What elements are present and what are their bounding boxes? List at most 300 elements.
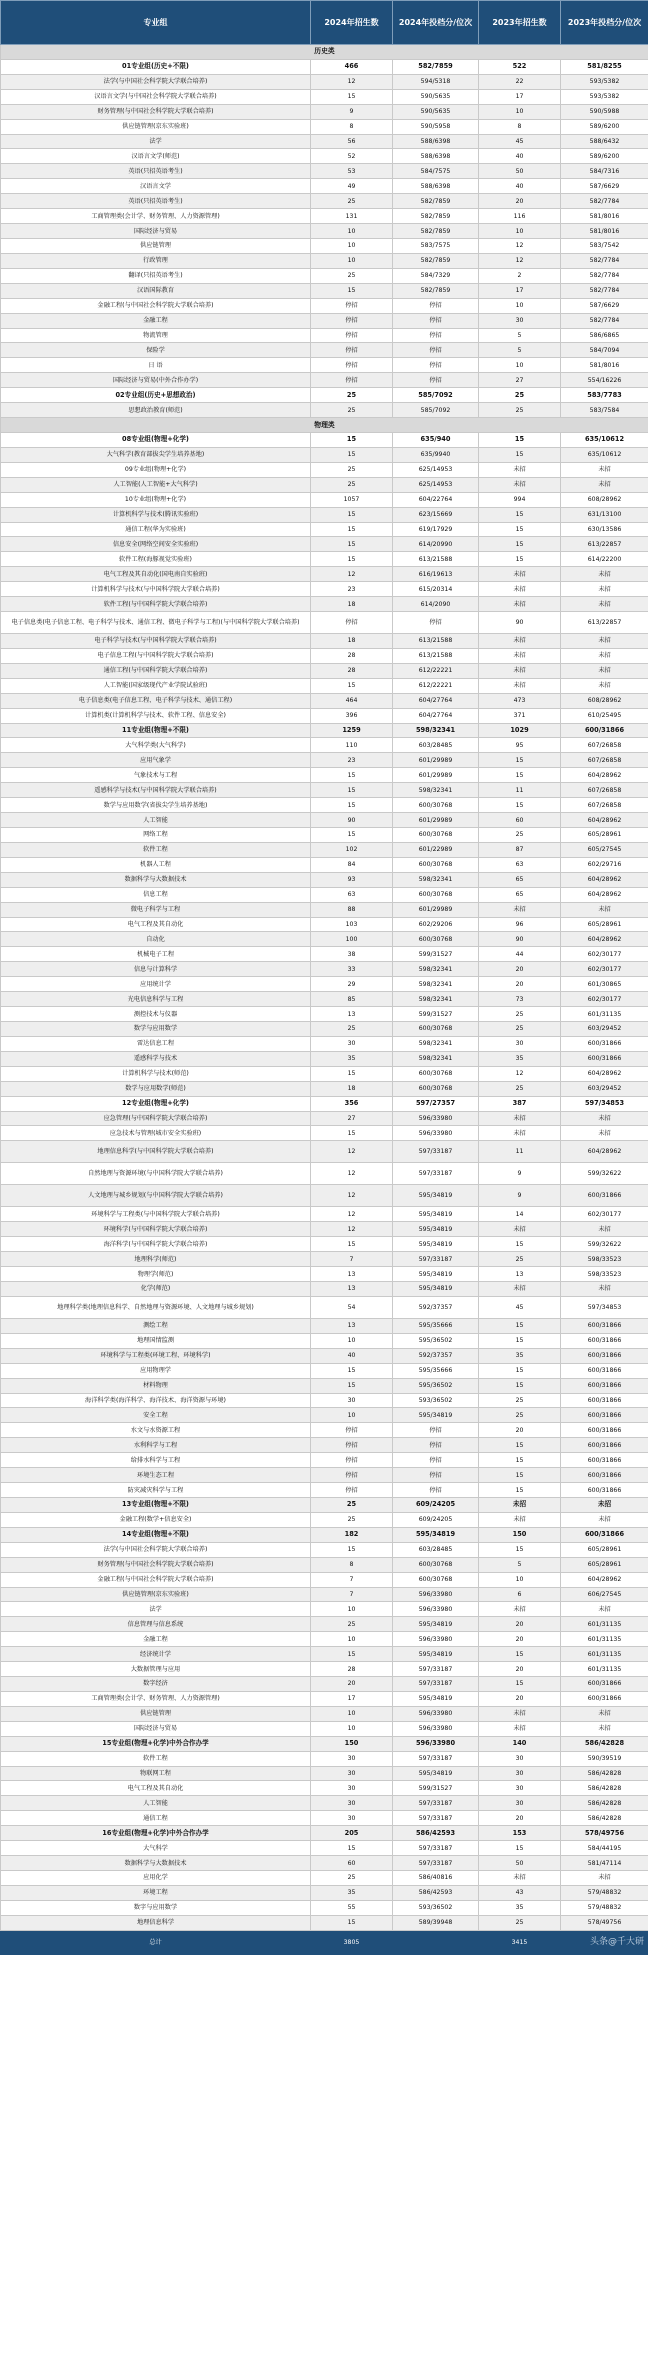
enroll-2024: 182 (311, 1527, 393, 1542)
table-row (1, 1051, 648, 1066)
score-2024: 停招 (393, 1438, 479, 1453)
major-name: 法学 (1, 1602, 311, 1617)
enroll-2023: 15 (479, 1468, 561, 1483)
enroll-2024: 12 (311, 1185, 393, 1207)
major-name: 机械电子工程 (1, 947, 311, 962)
score-2023: 607/26858 (561, 753, 648, 768)
enroll-2023: 9 (479, 1163, 561, 1185)
enroll-2023: 14 (479, 1207, 561, 1222)
table-row (1, 1512, 648, 1527)
enroll-2023: 25 (479, 1081, 561, 1096)
major-name: 自然地理与资源环境(与中国科学院大学联合培养) (1, 1163, 311, 1185)
enroll-2024: 停招 (311, 1453, 393, 1468)
table-row (1, 1281, 648, 1296)
enroll-2024: 25 (311, 1871, 393, 1886)
table-row (1, 1781, 648, 1796)
score-2024: 585/7092 (393, 388, 479, 403)
major-name: 数字经济 (1, 1677, 311, 1692)
score-2023: 584/7094 (561, 343, 648, 358)
enroll-2024: 停招 (311, 358, 393, 373)
enroll-2024: 18 (311, 597, 393, 612)
enroll-2024: 10 (311, 1333, 393, 1348)
score-2024: 613/21588 (393, 648, 479, 663)
score-2023: 584/7316 (561, 164, 648, 179)
score-2024: 600/30768 (393, 857, 479, 872)
enroll-2023: 未招 (479, 1281, 561, 1296)
enroll-2024: 54 (311, 1296, 393, 1318)
table-row (1, 1871, 648, 1886)
table-row (1, 537, 648, 552)
score-2023: 604/28962 (561, 932, 648, 947)
score-2024: 603/28485 (393, 738, 479, 753)
enroll-2023: 20 (479, 1423, 561, 1438)
score-2023: 614/22200 (561, 552, 648, 567)
enroll-2024: 12 (311, 1141, 393, 1163)
table-row (1, 1677, 648, 1692)
table-row (1, 507, 648, 522)
score-2024: 停招 (393, 298, 479, 313)
group-row (1, 432, 648, 447)
major-name: 光电信息科学与工程 (1, 992, 311, 1007)
table-row (1, 89, 648, 104)
enroll-2023: 未招 (479, 1497, 561, 1512)
score-2024: 600/30768 (393, 1557, 479, 1572)
enroll-2023: 未招 (479, 678, 561, 693)
enroll-2023: 9 (479, 1185, 561, 1207)
enroll-2024: 20 (311, 1677, 393, 1692)
enroll-2023: 2 (479, 268, 561, 283)
table-row (1, 783, 648, 798)
enroll-2024: 停招 (311, 612, 393, 634)
score-2023: 607/26858 (561, 738, 648, 753)
table-row (1, 447, 648, 462)
score-2024: 601/29989 (393, 753, 479, 768)
table-row (1, 902, 648, 917)
score-2024: 623/15669 (393, 507, 479, 522)
score-2023: 未招 (561, 582, 648, 597)
table-row (1, 164, 648, 179)
enroll-2024: 29 (311, 977, 393, 992)
enroll-2024: 10 (311, 224, 393, 239)
enroll-2023: 5 (479, 1557, 561, 1572)
major-name: 电子信息工程(与中国科学院大学联合培养) (1, 648, 311, 663)
table-row (1, 1237, 648, 1252)
enroll-2024: 205 (311, 1826, 393, 1841)
enroll-2024: 9 (311, 104, 393, 119)
table-row (1, 1751, 648, 1766)
score-2023: 601/31135 (561, 1007, 648, 1022)
enroll-2024: 28 (311, 648, 393, 663)
score-2024: 597/33187 (393, 1252, 479, 1267)
table-row (1, 1900, 648, 1915)
score-2024: 597/33187 (393, 1141, 479, 1163)
enroll-2023: 15 (479, 1453, 561, 1468)
major-name: 01专业组(历史+不限) (1, 59, 311, 74)
enroll-2024: 10 (311, 238, 393, 253)
table-row (1, 224, 648, 239)
enroll-2023: 87 (479, 842, 561, 857)
enroll-2024: 停招 (311, 373, 393, 388)
enroll-2024: 30 (311, 1811, 393, 1826)
table-row (1, 693, 648, 708)
score-2023: 604/28962 (561, 1066, 648, 1081)
enroll-2024: 25 (311, 388, 393, 403)
table-row (1, 857, 648, 872)
enroll-2023: 11 (479, 1141, 561, 1163)
score-2023: 582/7784 (561, 253, 648, 268)
score-2024: 停招 (393, 1483, 479, 1498)
score-2023: 630/13586 (561, 522, 648, 537)
header-score-2024: 2024年投档分/位次 (393, 1, 479, 45)
enroll-2024: 35 (311, 1885, 393, 1900)
table-row (1, 298, 648, 313)
score-2023: 599/32622 (561, 1237, 648, 1252)
enroll-2024: 停招 (311, 1468, 393, 1483)
enroll-2023: 15 (479, 447, 561, 462)
enroll-2023: 60 (479, 813, 561, 828)
total-enroll-2023: 3415 (479, 1930, 561, 1954)
enroll-2023: 27 (479, 373, 561, 388)
score-2024: 598/32341 (393, 977, 479, 992)
enroll-2023: 473 (479, 693, 561, 708)
major-name: 地理信息科学 (1, 1915, 311, 1930)
score-2023: 未招 (561, 597, 648, 612)
enroll-2023: 未招 (479, 648, 561, 663)
table-row (1, 1111, 648, 1126)
major-name: 通信工程(与中国科学院大学联合培养) (1, 663, 311, 678)
enroll-2023: 50 (479, 1856, 561, 1871)
enroll-2024: 23 (311, 753, 393, 768)
enroll-2023: 12 (479, 253, 561, 268)
enroll-2024: 10 (311, 253, 393, 268)
section-title: 历史类 (1, 45, 648, 60)
enroll-2024: 25 (311, 462, 393, 477)
total-label: 总计 (1, 1930, 311, 1954)
enroll-2023: 45 (479, 1296, 561, 1318)
score-2023: 607/26858 (561, 783, 648, 798)
enroll-2023: 35 (479, 1900, 561, 1915)
score-2024: 595/35666 (393, 1318, 479, 1333)
score-2023: 600/31866 (561, 1333, 648, 1348)
major-name: 网络工程 (1, 828, 311, 843)
score-2024: 592/37357 (393, 1296, 479, 1318)
watermark: 头条@千大研 (589, 1936, 644, 1947)
score-2024: 601/29989 (393, 768, 479, 783)
score-2023: 586/42828 (561, 1796, 648, 1811)
score-2024: 596/33980 (393, 1706, 479, 1721)
enroll-2024: 8 (311, 1557, 393, 1572)
major-name: 计算机类(计算机科学与技术、软件工程、信息安全) (1, 708, 311, 723)
header-enroll-2024: 2024年招生数 (311, 1, 393, 45)
score-2024: 604/27764 (393, 708, 479, 723)
enroll-2023: 15 (479, 1841, 561, 1856)
score-2023: 598/33523 (561, 1252, 648, 1267)
score-2024: 583/7575 (393, 238, 479, 253)
table-row (1, 813, 648, 828)
enroll-2023: 35 (479, 1051, 561, 1066)
enroll-2023: 未招 (479, 462, 561, 477)
score-2023: 600/31866 (561, 1318, 648, 1333)
score-2024: 597/33187 (393, 1796, 479, 1811)
score-2024: 597/33187 (393, 1163, 479, 1185)
enroll-2024: 56 (311, 134, 393, 149)
major-name: 14专业组(物理+不限) (1, 1527, 311, 1542)
table-row (1, 582, 648, 597)
table-row (1, 522, 648, 537)
score-2023: 未招 (561, 1281, 648, 1296)
major-name: 应用统计学 (1, 977, 311, 992)
enroll-2023: 25 (479, 1022, 561, 1037)
enroll-2024: 25 (311, 1617, 393, 1632)
enroll-2023: 43 (479, 1885, 561, 1900)
enroll-2024: 84 (311, 857, 393, 872)
enroll-2023: 15 (479, 1677, 561, 1692)
enroll-2024: 25 (311, 477, 393, 492)
table-row (1, 1915, 648, 1930)
enroll-2024: 90 (311, 813, 393, 828)
major-name: 应用物理学 (1, 1363, 311, 1378)
score-2024: 600/30768 (393, 1066, 479, 1081)
enroll-2024: 466 (311, 59, 393, 74)
enroll-2023: 25 (479, 828, 561, 843)
score-2023: 未招 (561, 1222, 648, 1237)
enroll-2024: 15 (311, 537, 393, 552)
enroll-2023: 15 (479, 1438, 561, 1453)
table-row (1, 1141, 648, 1163)
score-2023: 597/34853 (561, 1296, 648, 1318)
table-row (1, 179, 648, 194)
table-row (1, 932, 648, 947)
score-2023: 604/28962 (561, 872, 648, 887)
score-2024: 616/19613 (393, 567, 479, 582)
enroll-2024: 30 (311, 1781, 393, 1796)
score-2024: 593/36502 (393, 1393, 479, 1408)
major-name: 电气工程及其自动化 (1, 1781, 311, 1796)
score-2024: 601/29989 (393, 813, 479, 828)
major-name: 国际经济与贸易 (1, 1721, 311, 1736)
enroll-2023: 30 (479, 313, 561, 328)
score-2023: 600/31866 (561, 1423, 648, 1438)
major-name: 财务管理(与中国社会科学院大学联合培养) (1, 104, 311, 119)
table-row (1, 1542, 648, 1557)
score-2024: 613/21588 (393, 634, 479, 649)
enroll-2023: 未招 (479, 1706, 561, 1721)
table-row (1, 149, 648, 164)
major-name: 地理科学类(地理信息科学、自然地理与资源环境、人文地理与城乡规划) (1, 1296, 311, 1318)
score-2023: 未招 (561, 1126, 648, 1141)
major-name: 软件工程(与中国科学院大学联合培养) (1, 597, 311, 612)
major-name: 供应链管理(京东实验班) (1, 119, 311, 134)
enroll-2024: 85 (311, 992, 393, 1007)
enroll-2023: 22 (479, 74, 561, 89)
major-name: 测绘工程 (1, 1318, 311, 1333)
major-name: 计算机科学与技术(与中国科学院大学联合培养) (1, 582, 311, 597)
enroll-2023: 未招 (479, 1721, 561, 1736)
score-2024: 597/33187 (393, 1677, 479, 1692)
score-2023: 590/5988 (561, 104, 648, 119)
score-2024: 597/33187 (393, 1662, 479, 1677)
enroll-2023: 30 (479, 1036, 561, 1051)
table-row (1, 1036, 648, 1051)
score-2024: 595/34819 (393, 1207, 479, 1222)
enroll-2023: 15 (479, 537, 561, 552)
score-2024: 582/7859 (393, 253, 479, 268)
table-row (1, 663, 648, 678)
table-row (1, 992, 648, 1007)
major-name: 环境科学与工程类(环境工程、环境科学) (1, 1348, 311, 1363)
enroll-2023: 15 (479, 507, 561, 522)
total-enroll-2024: 3805 (311, 1930, 393, 1954)
table-row (1, 678, 648, 693)
table-row (1, 462, 648, 477)
major-name: 材料物理 (1, 1378, 311, 1393)
major-name: 数学与应用数学 (1, 1022, 311, 1037)
score-2024: 625/14953 (393, 462, 479, 477)
table-row (1, 842, 648, 857)
header-row (1, 1, 648, 45)
enroll-2023: 50 (479, 164, 561, 179)
score-2023: 602/30177 (561, 1207, 648, 1222)
enroll-2023: 10 (479, 358, 561, 373)
enroll-2024: 15 (311, 1126, 393, 1141)
major-name: 环境科学(与中国科学院大学联合培养) (1, 1222, 311, 1237)
total-score-2024 (393, 1930, 479, 1954)
table-row (1, 1572, 648, 1587)
enroll-2024: 13 (311, 1318, 393, 1333)
score-2024: 598/32341 (393, 723, 479, 738)
enroll-2024: 12 (311, 74, 393, 89)
major-name: 汉语言文学(师范) (1, 149, 311, 164)
enroll-2023: 30 (479, 1796, 561, 1811)
major-name: 信息与计算科学 (1, 962, 311, 977)
major-name: 12专业组(物理+化学) (1, 1096, 311, 1111)
enroll-2024: 15 (311, 828, 393, 843)
score-2024: 595/34819 (393, 1222, 479, 1237)
score-2024: 582/7859 (393, 224, 479, 239)
major-name: 数据科学与大数据技术 (1, 1856, 311, 1871)
score-2023: 608/28962 (561, 492, 648, 507)
enroll-2024: 13 (311, 1281, 393, 1296)
score-2024: 595/34819 (393, 1647, 479, 1662)
score-2023: 582/7784 (561, 283, 648, 298)
score-2023: 未招 (561, 1706, 648, 1721)
table-row (1, 738, 648, 753)
score-2024: 停招 (393, 1468, 479, 1483)
enroll-2023: 65 (479, 887, 561, 902)
enroll-2024: 15 (311, 1363, 393, 1378)
enroll-2023: 15 (479, 753, 561, 768)
enroll-2023: 25 (479, 1007, 561, 1022)
enroll-2023: 140 (479, 1736, 561, 1751)
score-2023: 600/31866 (561, 1185, 648, 1207)
score-2024: 584/7575 (393, 164, 479, 179)
major-name: 测控技术与仪器 (1, 1007, 311, 1022)
score-2023: 未招 (561, 648, 648, 663)
table-row (1, 1333, 648, 1348)
table-row (1, 1081, 648, 1096)
major-name: 大气科学(教育部拔尖学生培养基地) (1, 447, 311, 462)
score-2024: 635/9940 (393, 447, 479, 462)
table-row (1, 492, 648, 507)
enroll-2024: 356 (311, 1096, 393, 1111)
score-2023: 599/32622 (561, 1163, 648, 1185)
major-name: 法学 (1, 134, 311, 149)
enroll-2023: 30 (479, 1781, 561, 1796)
enroll-2023: 15 (479, 798, 561, 813)
score-2024: 597/33187 (393, 1751, 479, 1766)
table-row (1, 1163, 648, 1185)
table-row (1, 1007, 648, 1022)
enroll-2024: 15 (311, 1237, 393, 1252)
table-row (1, 1796, 648, 1811)
score-2024: 602/29206 (393, 917, 479, 932)
enroll-2023: 15 (479, 1237, 561, 1252)
score-2023: 604/28962 (561, 887, 648, 902)
enroll-2024: 88 (311, 902, 393, 917)
enroll-2023: 20 (479, 962, 561, 977)
section-header-row (1, 45, 648, 60)
score-2023: 631/13100 (561, 507, 648, 522)
enroll-2023: 45 (479, 134, 561, 149)
major-name: 人工智能 (1, 1796, 311, 1811)
score-2023: 581/47114 (561, 1856, 648, 1871)
score-2023: 582/7784 (561, 268, 648, 283)
table-row (1, 552, 648, 567)
table-row (1, 1185, 648, 1207)
enroll-2023: 15 (479, 1542, 561, 1557)
score-2023: 600/31866 (561, 1453, 648, 1468)
score-2023: 未招 (561, 663, 648, 678)
enroll-2024: 63 (311, 887, 393, 902)
score-2023: 586/42828 (561, 1766, 648, 1781)
table-row (1, 313, 648, 328)
score-2023: 598/33523 (561, 1267, 648, 1282)
score-2023: 605/28961 (561, 1542, 648, 1557)
major-name: 通信工程 (1, 1811, 311, 1826)
score-2023: 605/28961 (561, 828, 648, 843)
score-2024: 597/33187 (393, 1811, 479, 1826)
major-name: 英语(只招英语考生) (1, 194, 311, 209)
enroll-2024: 12 (311, 1222, 393, 1237)
score-2023: 584/44195 (561, 1841, 648, 1856)
major-name: 10专业组(物理+化学) (1, 492, 311, 507)
table-row (1, 1378, 648, 1393)
score-2023: 590/39519 (561, 1751, 648, 1766)
enroll-2023: 96 (479, 917, 561, 932)
enroll-2024: 8 (311, 119, 393, 134)
total-row (1, 1930, 648, 1954)
score-2023: 601/31135 (561, 1617, 648, 1632)
enroll-2024: 30 (311, 1036, 393, 1051)
table-row (1, 253, 648, 268)
enroll-2023: 25 (479, 403, 561, 418)
enroll-2023: 44 (479, 947, 561, 962)
enroll-2024: 28 (311, 663, 393, 678)
score-2023: 582/7784 (561, 194, 648, 209)
enroll-2023: 153 (479, 1826, 561, 1841)
major-name: 人文地理与城乡规划(与中国科学院大学联合培养) (1, 1185, 311, 1207)
enroll-2024: 15 (311, 1841, 393, 1856)
score-2024: 614/2090 (393, 597, 479, 612)
major-name: 地理国情监测 (1, 1333, 311, 1348)
table-row (1, 119, 648, 134)
score-2024: 614/20990 (393, 537, 479, 552)
enroll-2024: 停招 (311, 1423, 393, 1438)
score-2023: 587/6629 (561, 179, 648, 194)
enroll-2024: 35 (311, 1051, 393, 1066)
score-2024: 595/36502 (393, 1378, 479, 1393)
major-name: 数学与应用数学(省拔尖学生培养基地) (1, 798, 311, 813)
